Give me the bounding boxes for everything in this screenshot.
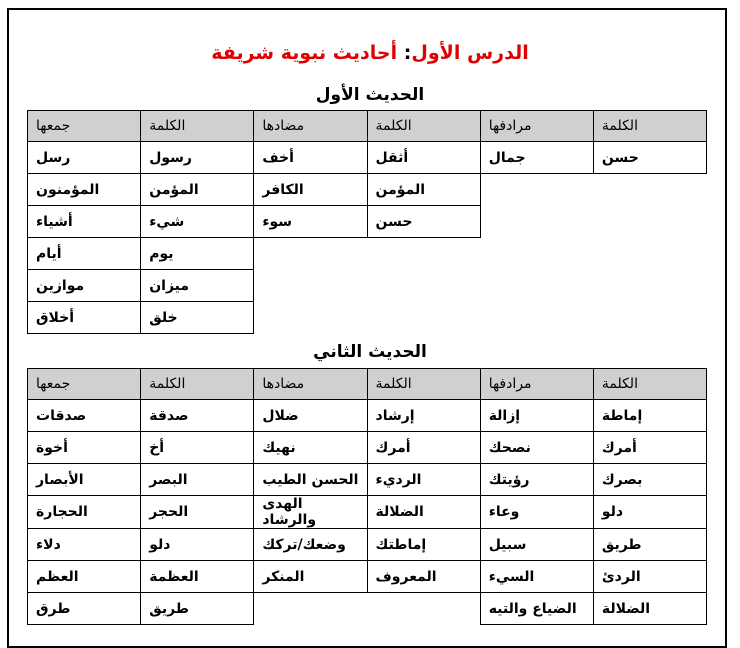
table-cell: موازين	[28, 270, 141, 302]
col-header: الكلمة	[367, 369, 480, 400]
table-cell: الأبصار	[28, 464, 141, 496]
table-row	[28, 238, 707, 270]
col-header: مضادها	[254, 111, 367, 142]
table-cell: الضياع والتيه	[480, 593, 593, 625]
lesson-topic: أحاديث نبوية شريفة	[211, 42, 398, 64]
table-cell	[593, 174, 706, 206]
table-row	[28, 529, 707, 561]
table-cell: أخف	[254, 142, 367, 174]
table-cell: إماطة	[593, 400, 706, 432]
table-row	[28, 593, 707, 625]
table-cell: المنكر	[254, 561, 367, 593]
table-cell: صدقة	[141, 400, 254, 432]
table-cell	[367, 270, 480, 302]
table-cell: أخلاق	[28, 302, 141, 334]
table-row	[28, 142, 707, 174]
col-header: جمعها	[28, 111, 141, 142]
col-header: الكلمة	[141, 111, 254, 142]
table-cell: إماطتك	[367, 529, 480, 561]
table-cell: سوء	[254, 206, 367, 238]
table-cell: رؤيتك	[480, 464, 593, 496]
col-header: مرادفها	[480, 111, 593, 142]
table-cell: طرق	[28, 593, 141, 625]
table-cell	[254, 238, 367, 270]
col-header: جمعها	[28, 369, 141, 400]
lesson-label: الدرس الأول	[411, 42, 529, 64]
table-cell	[254, 302, 367, 334]
table-row	[28, 400, 707, 432]
table-cell: صدقات	[28, 400, 141, 432]
col-header: مرادفها	[480, 369, 593, 400]
table-cell: سبيل	[480, 529, 593, 561]
table-cell: دلو	[141, 529, 254, 561]
col-header: الكلمة	[367, 111, 480, 142]
table-header-row	[28, 369, 707, 400]
table-cell: الحسن الطيب	[254, 464, 367, 496]
table-cell: المؤمن	[367, 174, 480, 206]
table-cell: ميزان	[141, 270, 254, 302]
table-row	[28, 496, 707, 529]
table-cell: جمال	[480, 142, 593, 174]
col-header: الكلمة	[141, 369, 254, 400]
table-cell: العظمة	[141, 561, 254, 593]
table-cell: حسن	[593, 142, 706, 174]
table-cell: إرشاد	[367, 400, 480, 432]
table-cell: دلاء	[28, 529, 141, 561]
table-cell	[593, 238, 706, 270]
table-cell: بصرك	[593, 464, 706, 496]
title-separator: :	[403, 42, 412, 64]
hadith-2-heading: الحديث الثاني	[313, 342, 427, 362]
table-row	[28, 302, 707, 334]
table-cell: أمرك	[593, 432, 706, 464]
table-cell: الكافر	[254, 174, 367, 206]
table-cell: أيام	[28, 238, 141, 270]
table-cell: أثقل	[367, 142, 480, 174]
table-row	[28, 270, 707, 302]
hadith-1-table	[27, 110, 707, 334]
table-cell: نصحك	[480, 432, 593, 464]
lesson-title	[0, 42, 740, 64]
col-header: مضادها	[254, 369, 367, 400]
table-row	[28, 561, 707, 593]
table-cell: الرديء	[367, 464, 480, 496]
table-cell: يوم	[141, 238, 254, 270]
table-cell	[480, 174, 593, 206]
table-cell: أمرك	[367, 432, 480, 464]
table-cell: المؤمن	[141, 174, 254, 206]
table-row	[28, 206, 707, 238]
table-cell: رسل	[28, 142, 141, 174]
table-cell: الردئ	[593, 561, 706, 593]
table-cell: الهدى والرشاد	[254, 496, 367, 529]
table-cell: أخوة	[28, 432, 141, 464]
table-cell: إزالة	[480, 400, 593, 432]
table-cell	[367, 593, 480, 625]
table-cell: حسن	[367, 206, 480, 238]
table-cell	[367, 302, 480, 334]
table-cell: البصر	[141, 464, 254, 496]
table-cell: وعاء	[480, 496, 593, 529]
table-cell: دلو	[593, 496, 706, 529]
table-row	[28, 174, 707, 206]
table-cell: رسول	[141, 142, 254, 174]
table-cell	[254, 270, 367, 302]
table-cell: وضعك/تركك	[254, 529, 367, 561]
table-cell: الضلالة	[367, 496, 480, 529]
table-cell: شيء	[141, 206, 254, 238]
table-row	[28, 432, 707, 464]
table-cell: العظم	[28, 561, 141, 593]
table-cell	[593, 302, 706, 334]
table-cell: المعروف	[367, 561, 480, 593]
table-cell: السيء	[480, 561, 593, 593]
table-cell	[480, 206, 593, 238]
hadith-1-heading: الحديث الأول	[315, 85, 425, 105]
table-cell	[254, 593, 367, 625]
table-cell: نهيك	[254, 432, 367, 464]
table-header-row	[28, 111, 707, 142]
table-cell: المؤمنون	[28, 174, 141, 206]
table-cell	[480, 270, 593, 302]
col-header: الكلمة	[593, 111, 706, 142]
table-cell	[593, 206, 706, 238]
table-row	[28, 464, 707, 496]
table-cell: الحجارة	[28, 496, 141, 529]
table-cell: ضلال	[254, 400, 367, 432]
table-cell: أخ	[141, 432, 254, 464]
col-header: الكلمة	[593, 369, 706, 400]
table-cell: طريق	[593, 529, 706, 561]
table-cell: الضلالة	[593, 593, 706, 625]
table-cell	[367, 238, 480, 270]
table-cell: الحجر	[141, 496, 254, 529]
table-cell	[480, 302, 593, 334]
table-cell: أشياء	[28, 206, 141, 238]
table-cell	[593, 270, 706, 302]
hadith-2-table	[27, 368, 707, 625]
table-cell: طريق	[141, 593, 254, 625]
table-cell: خلق	[141, 302, 254, 334]
table-cell	[480, 238, 593, 270]
